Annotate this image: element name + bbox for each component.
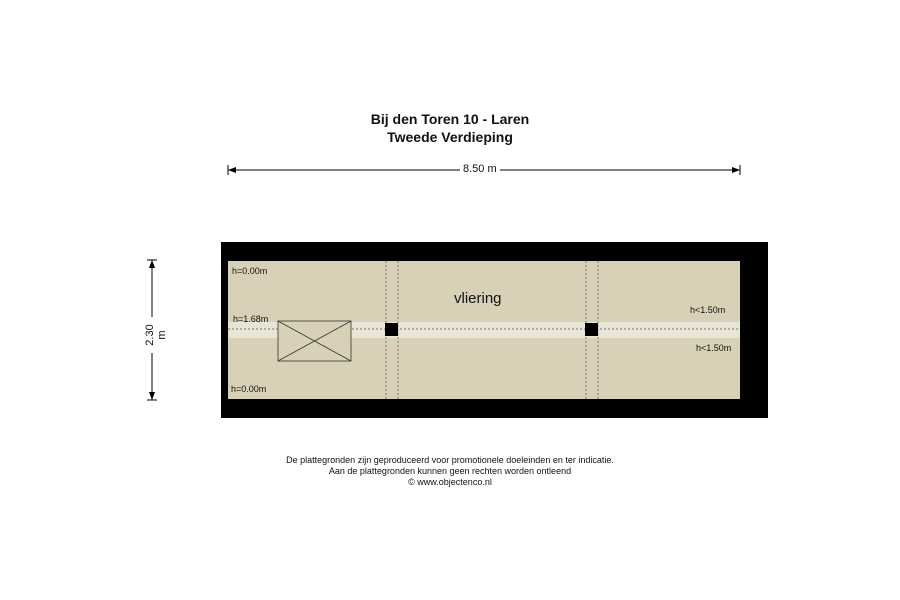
height-dimension-label: 2.30 m [144, 317, 168, 353]
column-right [585, 323, 598, 336]
width-dimension-label: 8.50 m [460, 163, 500, 175]
height-label-bottom-left: h=0.00m [231, 384, 267, 394]
height-label-middle-left: h=1.68m [233, 314, 269, 324]
plan-address-title: Bij den Toren 10 - Laren [370, 111, 530, 127]
disclaimer-line-1: De plattegronden zijn geproduceerd voor promotionele doeleinden en ter indicatie. [286, 455, 614, 465]
column-left [385, 323, 398, 336]
height-label-right-upper: h<1.50m [690, 305, 726, 315]
plan-floor-title: Tweede Verdieping [387, 129, 513, 145]
copyright-line: © www.objectenco.nl [408, 477, 492, 487]
disclaimer-line-2: Aan de plattegronden kunnen geen rechten worden ontleend [328, 466, 572, 476]
room-name-label: vliering [454, 290, 502, 307]
stair-hatch-icon [278, 321, 351, 361]
height-label-top-left: h=0.00m [232, 266, 268, 276]
height-label-right-lower: h<1.50m [696, 343, 732, 353]
